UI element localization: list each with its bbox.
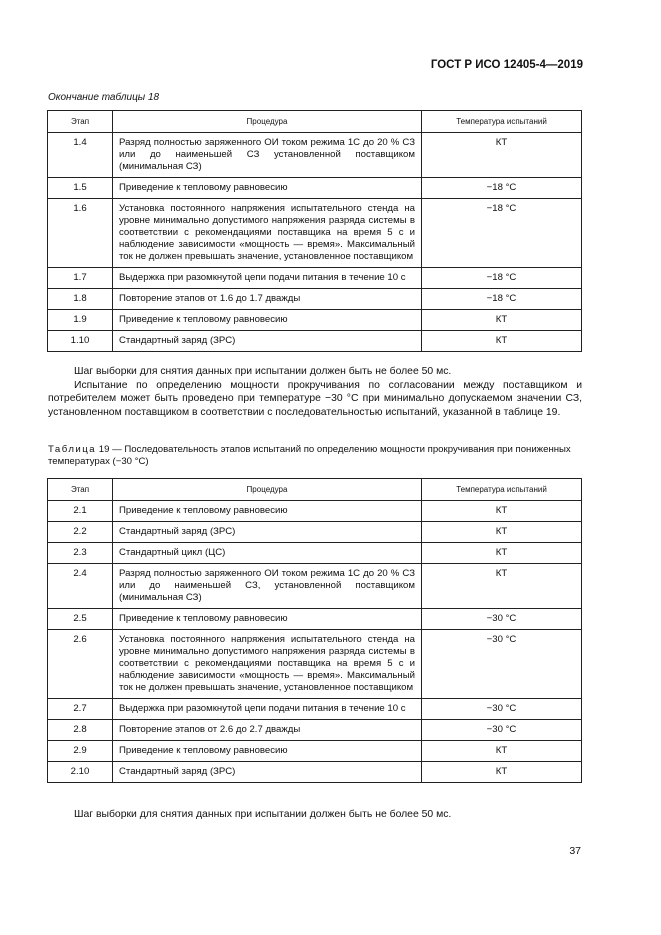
page-number: 37	[569, 845, 581, 857]
table19-label: Таблица	[48, 444, 97, 455]
step-cell: 2.8	[48, 720, 113, 741]
procedure-cell: Стандартный цикл (ЦС)	[113, 543, 422, 564]
col-header-step: Этап	[48, 111, 113, 133]
table19-body	[48, 501, 582, 783]
procedure-cell: Установка постоянного напряжения испытательного стенда на уровне минимально допустимого напряжения разряда системы в соответствии с рекомендациями поставщика на время 5 с и наблюдение зависимости «мощность — время». Максимальный ток не должен превышать значение, установленное поставщиком	[113, 199, 422, 268]
procedure-cell: Выдержка при разомкнутой цепи подачи питания в течение 10 с	[113, 699, 422, 720]
step-cell: 2.3	[48, 543, 113, 564]
temperature-cell: −18 °С	[422, 268, 582, 289]
step-cell: 1.4	[48, 133, 113, 178]
text-block-1	[48, 365, 582, 419]
procedure-cell: Стандартный заряд (ЗРС)	[113, 762, 422, 783]
temperature-cell: КТ	[422, 564, 582, 609]
procedure-cell: Повторение этапов от 2.6 до 2.7 дважды	[113, 720, 422, 741]
procedure-cell: Выдержка при разомкнутой цепи подачи питания в течение 10 с	[113, 268, 422, 289]
procedure-cell: Приведение к тепловому равновесию	[113, 609, 422, 630]
table18-caption: Окончание таблицы 18	[48, 92, 160, 103]
table-19	[47, 478, 582, 783]
table-row	[48, 699, 582, 720]
table-row	[48, 543, 582, 564]
procedure-cell: Приведение к тепловому равновесию	[113, 741, 422, 762]
table-18	[47, 110, 582, 352]
step-cell: 2.6	[48, 630, 113, 699]
table-row	[48, 609, 582, 630]
step-cell: 2.5	[48, 609, 113, 630]
step-cell: 1.6	[48, 199, 113, 268]
procedure-cell: Разряд полностью заряженного ОИ током режима 1С до 20 % СЗ или до наименьшей СЗ установленной поставщиком (минимальная СЗ)	[113, 133, 422, 178]
text-block-2	[48, 808, 582, 822]
temperature-cell: КТ	[422, 501, 582, 522]
table-row	[48, 268, 582, 289]
temperature-cell: −18 °С	[422, 199, 582, 268]
paragraph: Шаг выборки для снятия данных при испытании должен быть не более 50 мс.	[74, 366, 452, 377]
procedure-cell: Разряд полностью заряженного ОИ током режима 1С до 20 % СЗ или до наименьшей СЗ, установленной поставщиком (минимальная СЗ)	[113, 564, 422, 609]
temperature-cell: −30 °С	[422, 720, 582, 741]
table-row	[48, 310, 582, 331]
table-row	[48, 741, 582, 762]
temperature-cell: −30 °С	[422, 609, 582, 630]
table19-number: 19	[98, 444, 110, 455]
temperature-cell: −18 °С	[422, 289, 582, 310]
step-cell: 1.7	[48, 268, 113, 289]
table19-title: — Последовательность этапов испытаний по определению мощности прокручивания при пониженных температурах (−30 °С)	[48, 444, 571, 467]
table-row	[48, 762, 582, 783]
step-cell: 2.1	[48, 501, 113, 522]
table-row	[48, 133, 582, 178]
step-cell: 2.4	[48, 564, 113, 609]
col-header-step: Этап	[48, 479, 113, 501]
col-header-temperature: Температура испытаний	[422, 111, 582, 133]
temperature-cell: КТ	[422, 762, 582, 783]
temperature-cell: −18 °С	[422, 178, 582, 199]
table-row	[48, 501, 582, 522]
table-row	[48, 199, 582, 268]
table-row	[48, 630, 582, 699]
table19-header-row	[48, 479, 582, 501]
step-cell: 2.10	[48, 762, 113, 783]
temperature-cell: КТ	[422, 133, 582, 178]
procedure-cell: Повторение этапов от 1.6 до 1.7 дважды	[113, 289, 422, 310]
paragraph: Испытание по определению мощности прокручивания по согласовании между поставщиком и потребителем может быть проведено при температуре −30 °С при минимально допускаемом значении СЗ, установленном поставщиком в соответствии с последовательностью испытаний, указанной в таблице 19.	[48, 379, 582, 418]
temperature-cell: КТ	[422, 522, 582, 543]
step-cell: 2.2	[48, 522, 113, 543]
procedure-cell: Приведение к тепловому равновесию	[113, 310, 422, 331]
table-row	[48, 720, 582, 741]
table-row	[48, 178, 582, 199]
table18-header-row	[48, 111, 582, 133]
step-cell: 1.10	[48, 331, 113, 352]
col-header-procedure: Процедура	[113, 479, 422, 501]
procedure-cell: Стандартный заряд (ЗРС)	[113, 522, 422, 543]
paragraph: Шаг выборки для снятия данных при испытании должен быть не более 50 мс.	[74, 809, 452, 820]
step-cell: 1.9	[48, 310, 113, 331]
col-header-procedure: Процедура	[113, 111, 422, 133]
step-cell: 1.5	[48, 178, 113, 199]
temperature-cell: КТ	[422, 741, 582, 762]
temperature-cell: −30 °С	[422, 630, 582, 699]
temperature-cell: −30 °С	[422, 699, 582, 720]
table-row	[48, 289, 582, 310]
procedure-cell: Приведение к тепловому равновесию	[113, 178, 422, 199]
temperature-cell: КТ	[422, 331, 582, 352]
temperature-cell: КТ	[422, 543, 582, 564]
temperature-cell: КТ	[422, 310, 582, 331]
procedure-cell: Приведение к тепловому равновесию	[113, 501, 422, 522]
table-row	[48, 564, 582, 609]
step-cell: 2.7	[48, 699, 113, 720]
step-cell: 2.9	[48, 741, 113, 762]
procedure-cell: Установка постоянного напряжения испытательного стенда на уровне минимально допустимого напряжения разряда системы в соответствии с рекомендациями поставщика на время 5 с и наблюдение зависимости «мощность — время». Максимальный ток не должен превышать значение, установленное поставщиком	[113, 630, 422, 699]
procedure-cell: Стандартный заряд (ЗРС)	[113, 331, 422, 352]
table-row	[48, 331, 582, 352]
step-cell: 1.8	[48, 289, 113, 310]
col-header-temperature: Температура испытаний	[422, 479, 582, 501]
document-header: ГОСТ Р ИСО 12405-4—2019	[430, 59, 583, 71]
table19-caption	[48, 444, 582, 468]
table18-body	[48, 133, 582, 352]
table-row	[48, 522, 582, 543]
